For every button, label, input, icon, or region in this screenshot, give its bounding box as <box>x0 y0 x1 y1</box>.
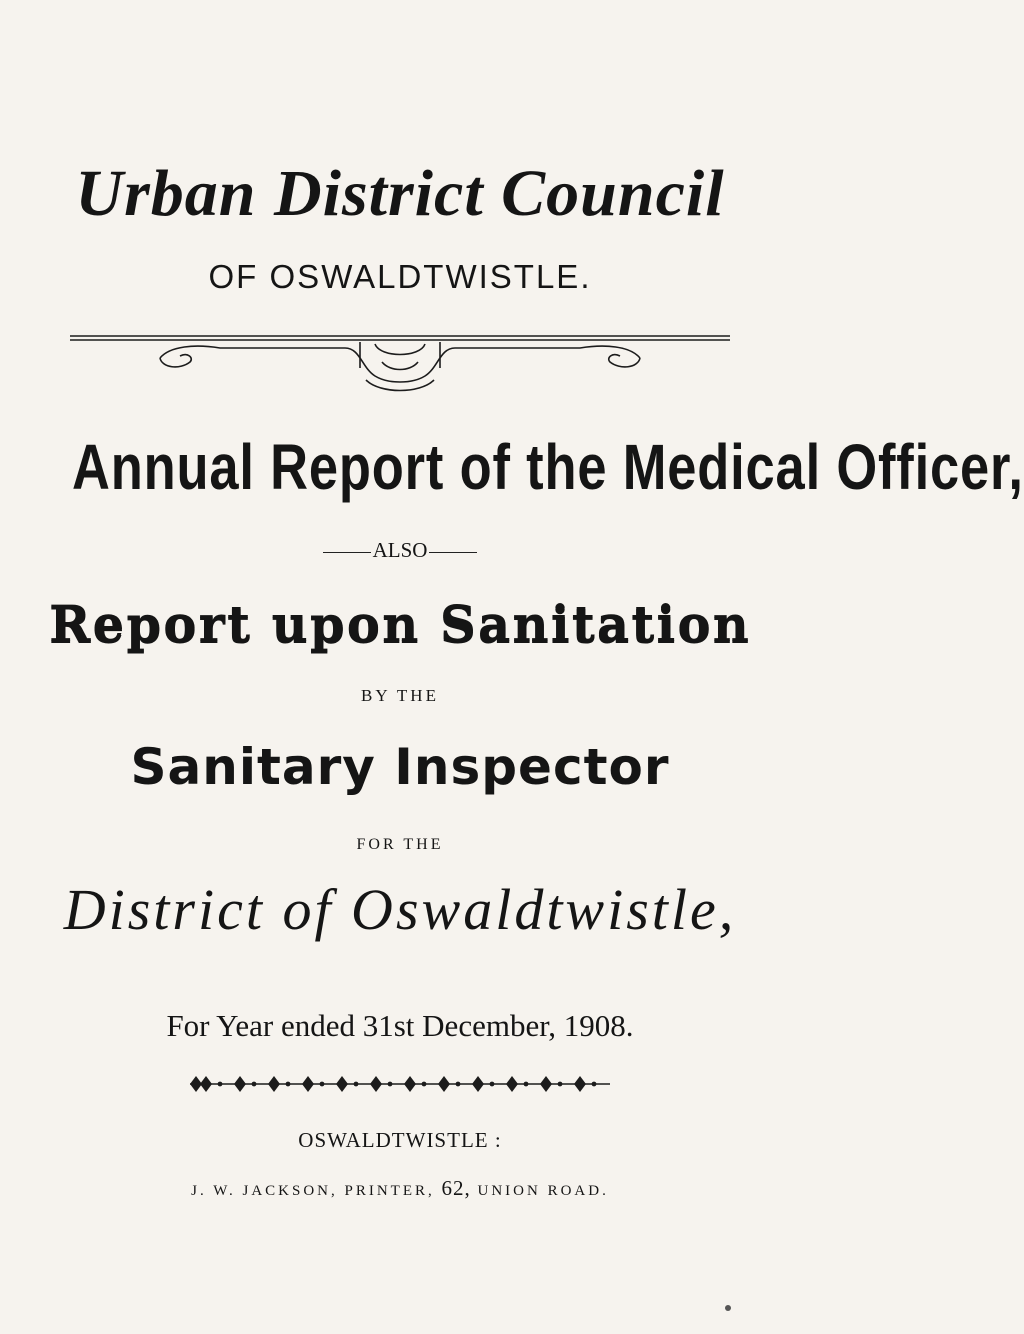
sanitary-inspector-title: Sanitary Inspector <box>130 738 670 796</box>
also-label: ALSO <box>372 538 428 562</box>
dash-right <box>429 552 477 553</box>
printer-street-number: 62, <box>441 1176 471 1200</box>
dash-left <box>323 552 371 553</box>
printer-street: UNION ROAD. <box>477 1183 609 1199</box>
scroll-ornament-icon <box>70 328 730 400</box>
ink-speck <box>725 1305 731 1311</box>
sanitation-report-title: Report upon Sanitation <box>48 594 752 653</box>
imprint-place: OSWALDTWISTLE : <box>298 1128 502 1152</box>
report-title: Annual Report of the Medical Officer, <box>72 431 1024 503</box>
by-the-line: BY THE <box>361 686 439 705</box>
imprint-printer <box>0 1176 800 1201</box>
council-name: Urban District Council <box>75 157 725 230</box>
year-line: For Year ended 31st December, 1908. <box>166 1008 634 1043</box>
printer-name: J. W. JACKSON, PRINTER, <box>191 1183 435 1199</box>
fleuron-chain-ornament-icon <box>190 1070 610 1098</box>
for-the-line: FOR THE <box>356 836 444 853</box>
district-title: District of Oswaldtwistle, <box>63 877 737 942</box>
council-place: OF OSWALDTWISTLE. <box>208 258 592 295</box>
also-line <box>0 538 800 563</box>
